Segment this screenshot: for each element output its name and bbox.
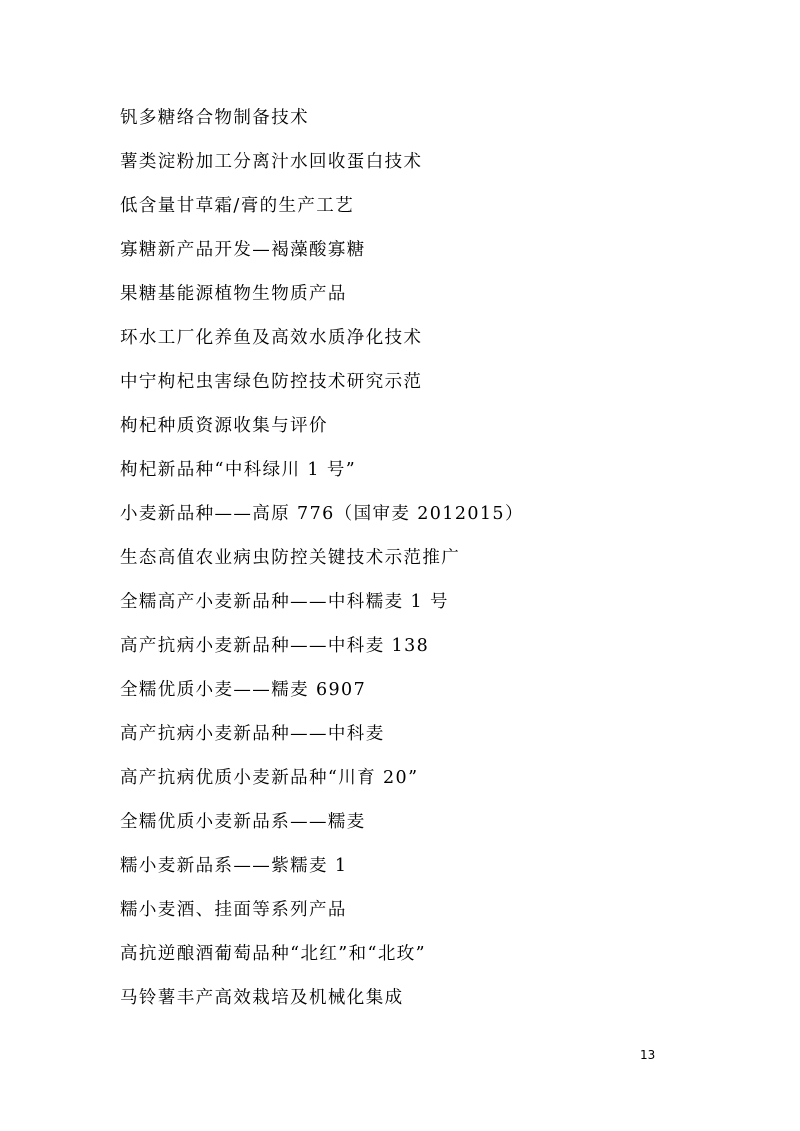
list-item: 糯小麦酒、挂面等系列产品 — [120, 900, 347, 920]
list-item: 小麦新品种——高原 776（国审麦 2012015） — [120, 504, 524, 524]
list-item: 生态高值农业病虫防控关键技术示范推广 — [120, 548, 461, 568]
list-item: 环水工厂化养鱼及高效水质净化技术 — [120, 328, 423, 348]
list-item: 寡糖新产品开发—褐藻酸寡糖 — [120, 240, 366, 260]
list-item: 全糯优质小麦——糯麦 6907 — [120, 680, 367, 700]
list-item: 高产抗病优质小麦新品种“川育 20” — [120, 768, 419, 788]
list-item: 中宁枸杞虫害绿色防控技术研究示范 — [120, 372, 423, 392]
list-item: 高抗逆酿酒葡萄品种“北红”和“北玫” — [120, 944, 426, 964]
list-item: 马铃薯丰产高效栽培及机械化集成 — [120, 988, 404, 1008]
list-item: 枸杞新品种“中科绿川 1 号” — [120, 460, 357, 480]
list-item: 枸杞种质资源收集与评价 — [120, 416, 328, 436]
list-item: 全糯高产小麦新品种——中科糯麦 1 号 — [120, 592, 449, 612]
list-item: 钒多糖络合物制备技术 — [120, 108, 309, 128]
list-item: 薯类淀粉加工分离汁水回收蛋白技术 — [120, 152, 423, 172]
list-item: 高产抗病小麦新品种——中科麦 — [120, 724, 385, 744]
list-item: 果糖基能源植物生物质产品 — [120, 284, 347, 304]
list-item: 全糯优质小麦新品系——糯麦 — [120, 812, 366, 832]
page-number: 13 — [640, 1048, 656, 1062]
technology-list — [120, 101, 720, 1025]
list-item: 高产抗病小麦新品种——中科麦 138 — [120, 636, 430, 656]
list-item: 低含量甘草霜/膏的生产工艺 — [120, 196, 355, 216]
list-item: 糯小麦新品系——紫糯麦 1 — [120, 856, 348, 876]
